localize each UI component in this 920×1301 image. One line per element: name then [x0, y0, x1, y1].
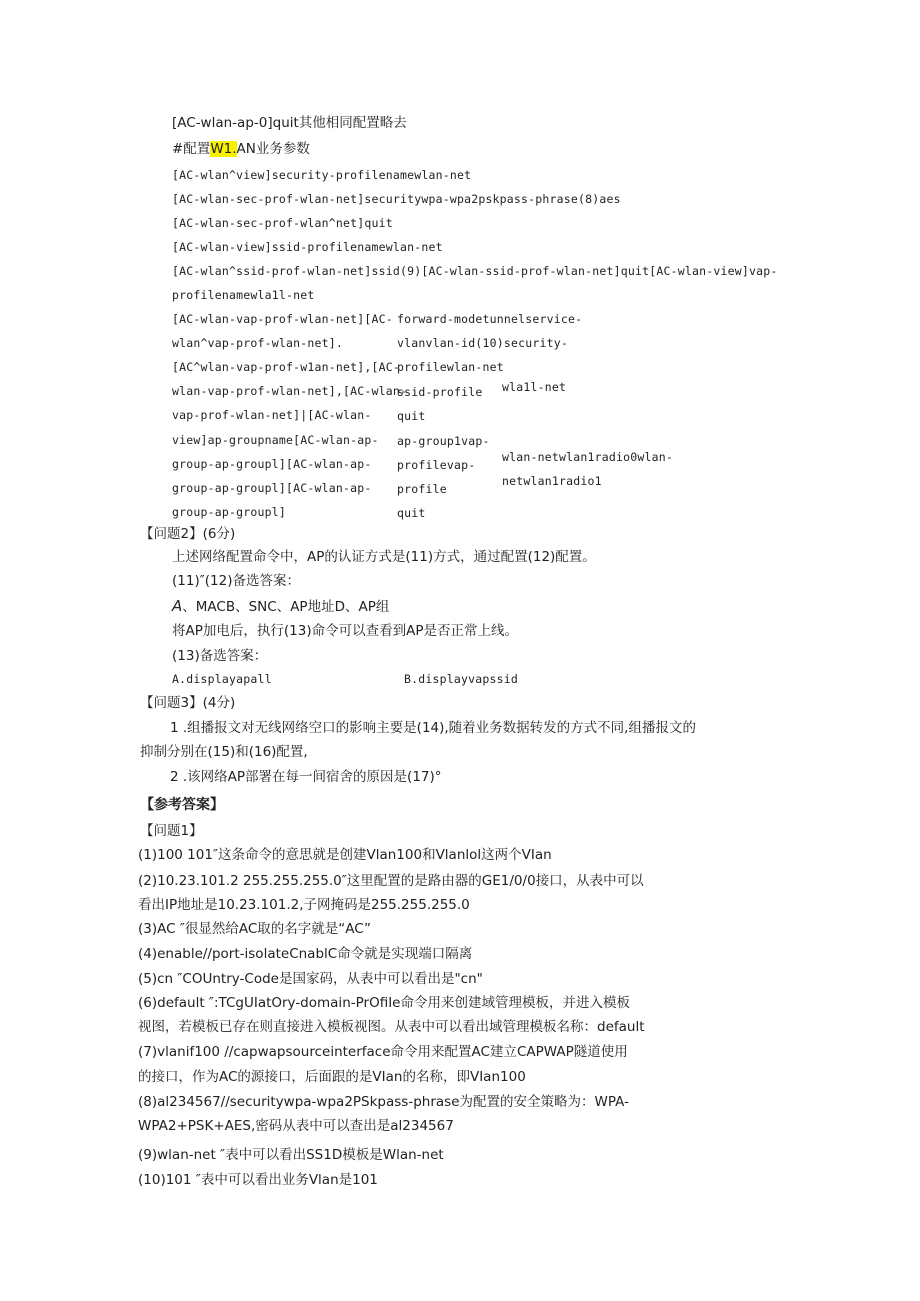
highlighted-text: W1.: [210, 141, 237, 157]
config-line-4: [AC-wlan-sec-prof-wlan-net]securitywpa-wpa2pskpass-phrase(8)aes: [172, 192, 621, 206]
config-line-2: [172, 140, 310, 158]
left-col-line: group-ap-groupl]: [172, 505, 286, 519]
right-col-line: netwlan1radio1: [502, 474, 602, 488]
answer-7-line2: 的接口，作为AC的源接口，后面跟的是VIan的名称，即VIan100: [138, 1069, 526, 1085]
middle-col-line: profilewlan-net: [397, 360, 504, 374]
answer-10: (10)101 ″表中可以看出业务Vlan是101: [138, 1172, 378, 1188]
q2-options: [172, 597, 389, 616]
answers-q1-heading: 【问题1】: [140, 823, 203, 839]
q2-text2: (11)″(12)备选答案：: [172, 573, 300, 589]
answer-5: (5)cn ″COUntry-Code是国家码，从表中可以看出是"cn": [138, 971, 483, 987]
config-line-6: [AC-wlan-view]ssid-profilenamewlan-net: [172, 240, 443, 254]
left-col-line: group-ap-groupl][AC-wlan-ap-: [172, 481, 372, 495]
answer-1: (1)100 101″这条命令的意思就是创建Vlan100和Vlanlol这两个VIan: [138, 847, 552, 863]
left-col-line: wlan-vap-prof-wlan-net],[AC-wlan-: [172, 384, 408, 398]
config-line-2-prefix: #配置: [172, 141, 211, 157]
q2-option-b-cmd: B.displayvapssid: [404, 672, 518, 686]
answer-8-line2: WPA2+PSK+AES,密码从表中可以查出是al234567: [138, 1118, 454, 1134]
left-col-line: group-ap-groupl][AC-wlan-ap-: [172, 457, 372, 471]
middle-col-line: quit: [397, 506, 426, 520]
left-col-line: view]ap-groupname[AC-wlan-ap-: [172, 433, 379, 447]
q2-option-a-cmd: A.displayapall: [172, 672, 272, 686]
answer-8-line1: (8)al234567//securitywpa-wpa2PSkpass-phrase为配置的安全策略为：WPA-: [138, 1094, 629, 1110]
q2-heading: 【问题2】(6分): [140, 526, 236, 542]
answer-9: (9)wlan-net ″表中可以看出SS1D模板是Wlan-net: [138, 1147, 444, 1163]
middle-col-line: profilevap-: [397, 458, 476, 472]
middle-col-line: ap-group1vap-: [397, 434, 490, 448]
answer-2-line1: (2)10.23.101.2 255.255.255.0″这里配置的是路由器的GE1/0/0接口，从表中可以: [138, 873, 644, 889]
config-line-7: [AC-wlan^ssid-prof-wlan-net]ssid(9)[AC-wlan-ssid-prof-wlan-net]quit[AC-wlan-view]vap-: [172, 264, 778, 278]
answer-3: (3)AC ″很显然给AC取的名字就是“AC”: [138, 921, 371, 937]
q2-text1: 上述网络配置命令中，AP的认证方式是(11)方式，通过配置(12)配置。: [172, 549, 596, 565]
middle-col-line: profile: [397, 482, 447, 496]
q2-options-rest: 、MACB、SNC、AP地址D、AP组: [182, 599, 390, 615]
q2-option-a: A: [172, 597, 183, 615]
middle-col-line: quit: [397, 409, 426, 423]
config-line-5: [AC-wlan-sec-prof-wlan^net]quit: [172, 216, 393, 230]
answer-4: (4)enable//port-isolateCnablC命令就是实现端口隔离: [138, 946, 473, 962]
answer-6-line1: (6)default ″:TCgUIatOry-domain-PrOfiIe命令用来创建域管理模板，并进入模板: [138, 995, 630, 1011]
left-col-line: vap-prof-wlan-net]|[AC-wlan-: [172, 408, 372, 422]
config-line-1: [AC-wlan-ap-0]quit其他相同配置略去: [172, 115, 407, 131]
answer-2-line2: 看出IP地址是10.23.101.2,子网掩码是255.255.255.0: [138, 897, 470, 913]
right-col-line: wlan-netwlan1radio0wlan-: [502, 450, 673, 464]
answer-7-line1: (7)vlanif100 //capwapsourceinterface命令用来配置AC建立CAPWAP隧道使用: [138, 1044, 628, 1060]
q3-p1b: 抑制分别在(15)和(16)配置,: [140, 744, 308, 760]
left-col-line: wlan^vap-prof-wlan-net].: [172, 336, 343, 350]
answer-6-line2: 视图，若模板已存在则直接进入模板视图。从表中可以看出域管理模板名称：default: [138, 1019, 645, 1035]
q3-heading: 【问题3】(4分): [140, 695, 236, 711]
left-col-line: [AC-wlan-vap-prof-wlan-net][AC-: [172, 312, 393, 326]
answers-heading: 【参考答案】: [140, 797, 224, 813]
config-line-8: profilenamewla1l-net: [172, 288, 315, 302]
middle-col-line: forward-modetunnelservice-: [397, 312, 583, 326]
middle-col-line: ssid-profile: [397, 385, 483, 399]
right-col-line: wla1l-net: [502, 380, 567, 394]
config-line-2-suffix: AN业务参数: [236, 141, 310, 157]
q3-p2: 2 .该网络AP部署在每一间宿舍的原因是(17)°: [170, 769, 442, 785]
q3-p1a: 1 .组播报文对无线网络空口的影响主要是(14),随着业务数据转发的方式不同,组播报文的: [170, 720, 696, 736]
middle-col-line: vlanvlan-id(10)security-: [397, 336, 568, 350]
config-line-3: [AC-wlan^view]security-profilenamewlan-net: [172, 168, 472, 182]
q2-text4: (13)备选答案：: [172, 648, 268, 664]
q2-text3: 将AP加电后，执行(13)命令可以查看到AP是否正常上线。: [172, 623, 518, 639]
left-col-line: [AC^wlan-vap-prof-w1an-net],[AC-: [172, 360, 400, 374]
